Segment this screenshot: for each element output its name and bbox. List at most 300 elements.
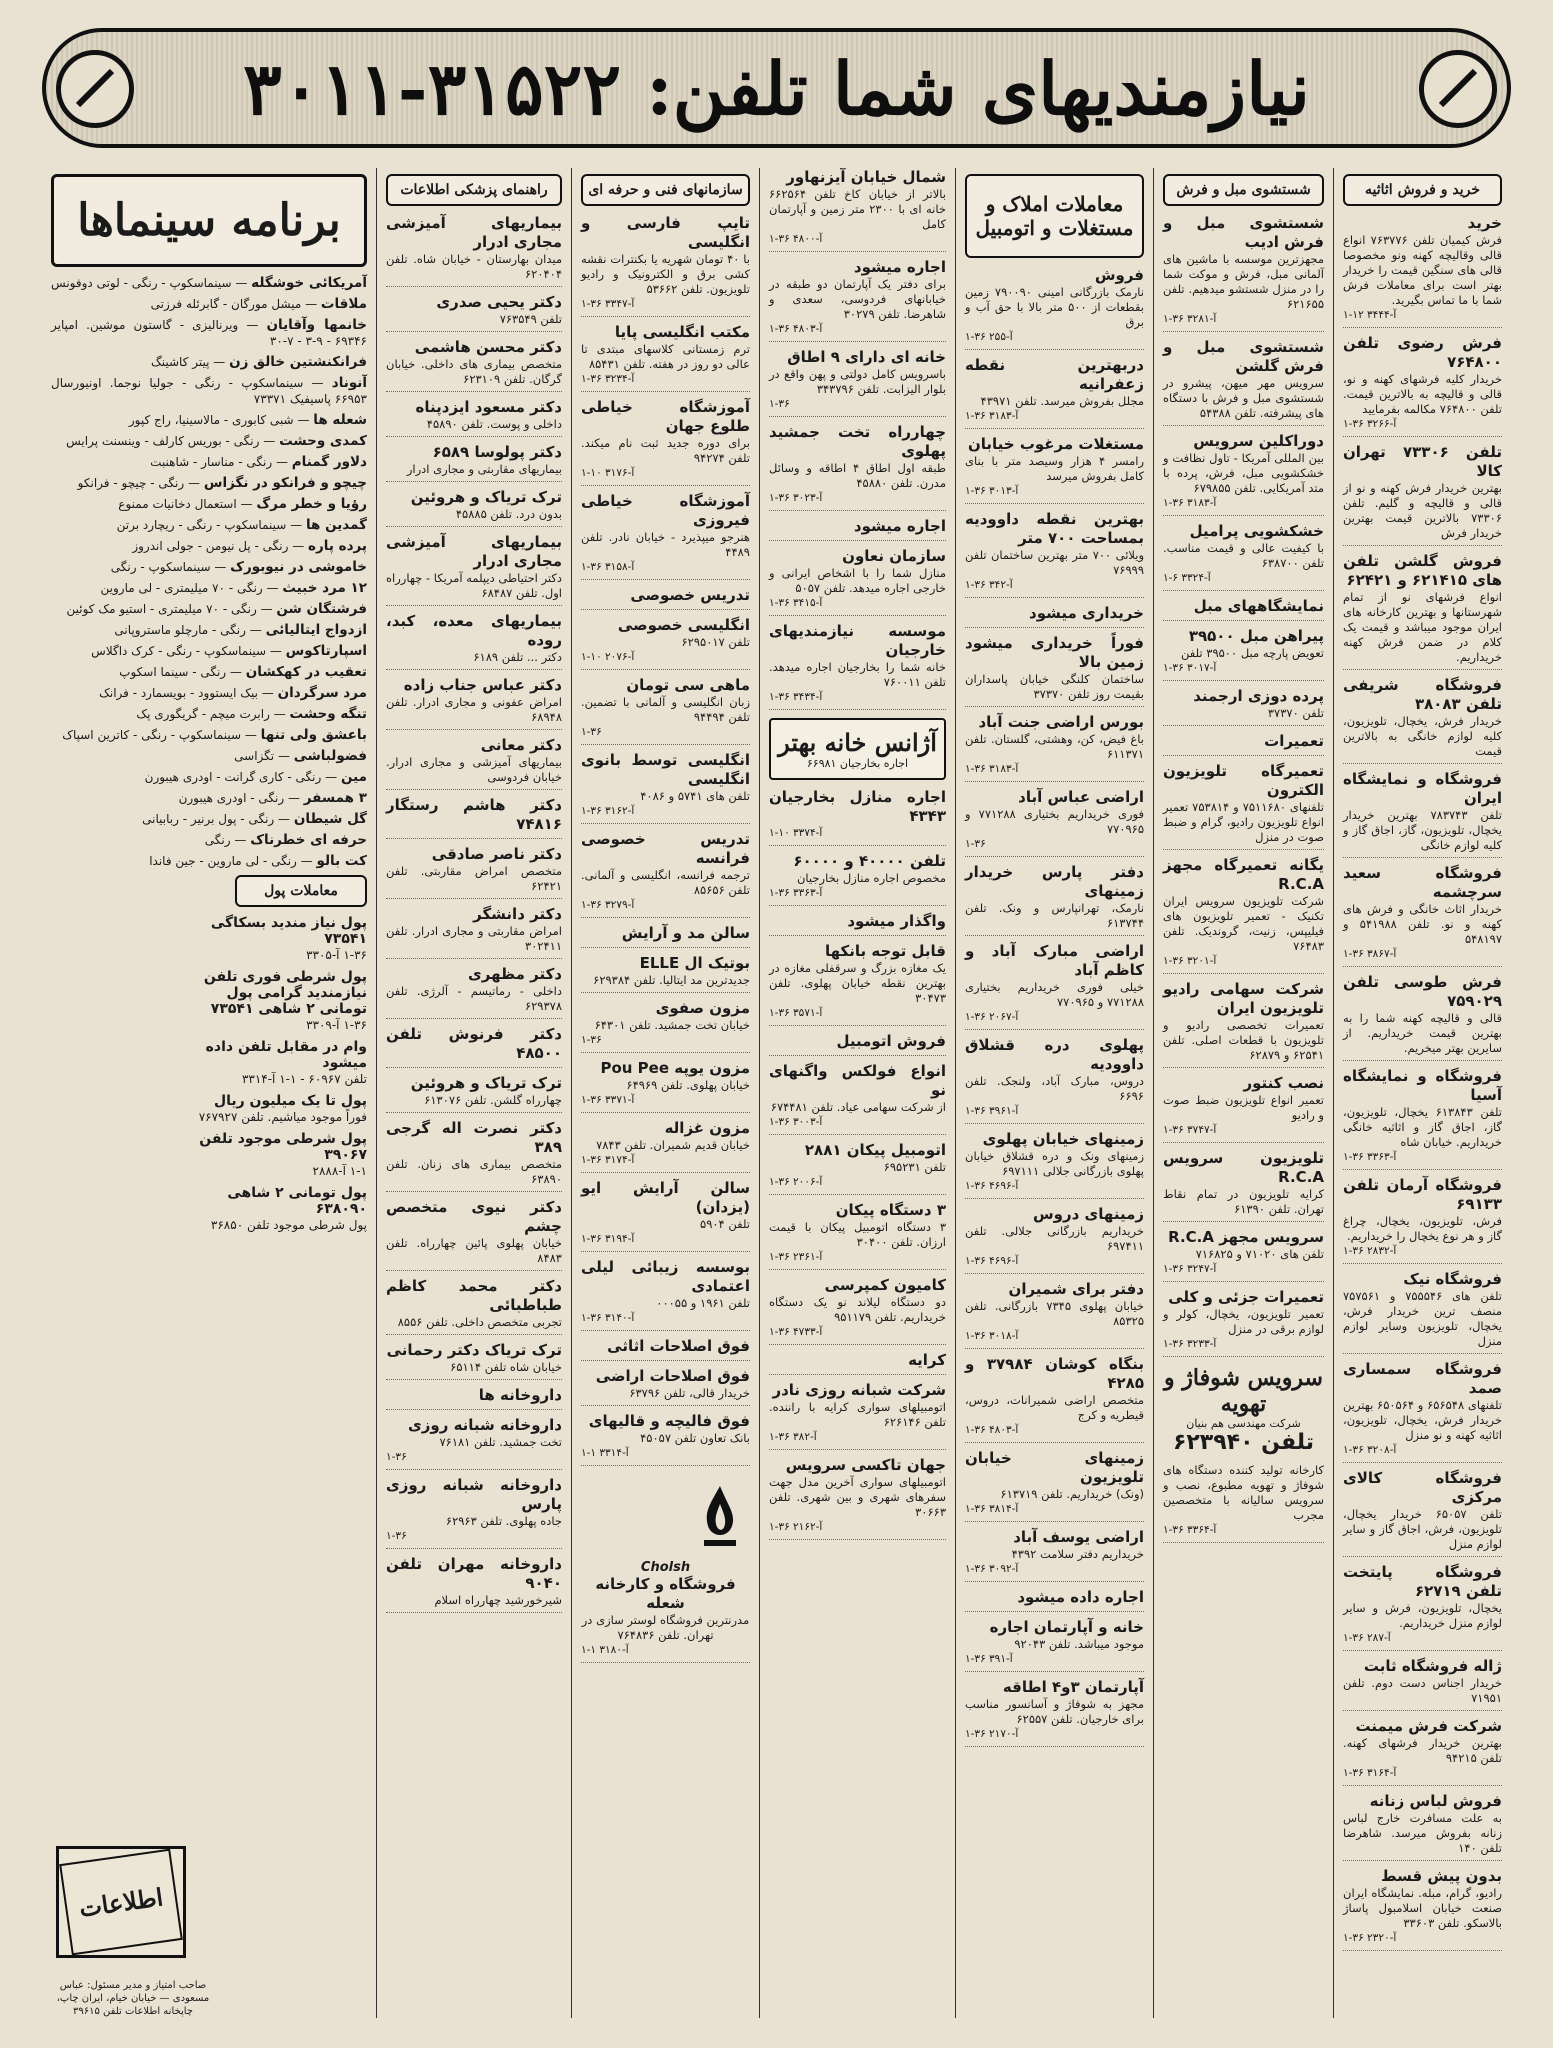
ad-title: شرکت شبانه روزی نادر	[772, 1381, 946, 1399]
ad-item	[1163, 1288, 1324, 1357]
ad-title: زمینهای خیابان تلویزیون	[965, 1449, 1144, 1486]
ad-title: شرکت سهامی رادیو تلویزیون ایران	[1163, 980, 1324, 1017]
ad-item	[769, 1201, 946, 1270]
ad-body: تلفن ۶۹۵۲۳۱	[883, 1160, 946, 1174]
ettelaat-logo	[56, 1846, 186, 1958]
ad-item	[965, 266, 1144, 350]
ad-code: ۱-۳۶ آ-۳۱۶۲	[581, 805, 635, 817]
ad-title: ترک تریاک و هروئین	[410, 1074, 562, 1092]
ad-code: ۱-۳۶ آ-۴۸۰۳	[965, 1424, 1019, 1436]
ad-body: ترجمه فرانسه، انگلیسی و آلمانی. تلفن ۸۵۶۵۶	[581, 868, 750, 897]
ad-item	[1163, 338, 1324, 426]
ad-code: ۱-۳۶ آ-۳۲۸۱	[1163, 313, 1217, 325]
ad-body: دکتر ... تلفن ۶۱۸۹	[473, 650, 562, 664]
ad-body: متخصص امراض مقاربتی. تلفن ۶۲۴۲۱	[386, 864, 562, 893]
film-title: کمدی وحشت	[279, 433, 367, 449]
ad-item	[386, 398, 562, 437]
ad-code: ۱-۶ آ-۳۳۲۴	[1163, 572, 1211, 584]
ad-title: واگذار میشود	[847, 912, 946, 930]
ad-body: خریدار فرش، یخچال، تلویزیون، کلیه لوازم خانگی به بالاترین قیمت	[1343, 714, 1502, 758]
film-details: تگزاسی	[234, 749, 275, 763]
film-details: رنگی - چیچو - فرانکو	[77, 476, 185, 490]
ad-body: تلفن ۶۵۰۵۷ خریدار یخچال، تلویزیون، فرش، اجاق گاز و سایر لوازم منزل	[1343, 1507, 1502, 1551]
cinema-listing: فضولباشی — تگزاسی	[234, 748, 367, 764]
ad-code: ۱-۳۶ آ-۳۲۰۱	[1163, 955, 1217, 967]
ad-title: دفتر پارس خریدار زمینهای	[965, 863, 1144, 900]
ad-item	[769, 547, 946, 616]
ad-title: دکتر معانی	[480, 736, 562, 754]
cinema-listing: تعقیب در کهکشان — رنگی - سینما اسکوپ	[119, 664, 367, 680]
ad-item	[581, 1119, 750, 1173]
ad-item	[965, 510, 1144, 598]
ad-code: ۱-۳۶ آ-۲۱۶۲	[769, 1521, 823, 1533]
ad-body: داخلی - رماتیسم - آلرژی. تلفن ۶۲۹۳۷۸	[386, 984, 562, 1013]
ad-item	[965, 435, 1144, 504]
money-ad-title: پول تا یک میلیون ریال	[213, 1093, 367, 1109]
ad-title: فروشگاه نیک	[1403, 1270, 1502, 1288]
ad-subtitle: شرکت مهندسی هم بنیان	[1186, 1417, 1301, 1430]
ad-item	[1343, 1792, 1502, 1861]
film-title: رؤیا و خطر مرگ	[256, 496, 367, 512]
ad-body: تخت جمشید. تلفن ۷۶۱۸۱	[439, 1435, 562, 1449]
ad-body: دو دستگاه لیلاند نو یک دستگاه خریداریم. تلفن ۹۵۱۱۷۹	[769, 1295, 946, 1324]
ad-body: امراض عفونی و مجاری ادرار. تلفن ۶۸۹۴۸	[386, 695, 562, 724]
banner-title: نیازمندیهای شما تلفن: ۳۱۵۲۲-۳۰۱۱	[243, 45, 1310, 131]
film-details: رنگی	[204, 833, 231, 847]
ad-title: سرویس مجهز R.C.A	[1168, 1228, 1324, 1246]
ad-body: خریدار قالی، تلفن ۶۳۷۹۶	[629, 1386, 750, 1400]
cinema-listing: ۳ همسفر — رنگی - اودری هیبورن	[178, 790, 367, 806]
ad-item	[1163, 522, 1324, 591]
money-ad	[187, 969, 367, 1033]
film-details: سینماسکوپ - رنگی	[110, 560, 211, 574]
ad-title: دوراکلین سرویس	[1193, 432, 1324, 450]
ad-body: تلفن های ۷۱۰۲۰ و ۷۱۶۸۲۵	[1195, 1247, 1324, 1261]
ad-title: فرش طوسی تلفن ۷۵۹۰۲۹	[1343, 973, 1502, 1010]
ad-item	[386, 1277, 562, 1335]
film-details: بیک ایستوود - بویسمارد - فرانک	[99, 686, 258, 700]
ad-item	[581, 1258, 750, 1331]
ad-item	[769, 348, 946, 417]
film-details: شبی کابوری - مالاسینیا، راج کپور	[128, 413, 294, 427]
cinema-listing: کمدی وحشت — رنگی - بوریس کارلف - وینسنت پرایس	[66, 433, 367, 449]
ad-item	[1163, 1149, 1324, 1222]
cinema-listing: ملاقات — میشل مورگان - گابرئله فرزتی	[150, 296, 367, 312]
cinema-listing: چیچو و فرانکو در نگزاس — رنگی - چیچو - فرانکو	[77, 475, 367, 491]
ad-body: خیابان قدیم شمیران. تلفن ۷۸۴۳	[596, 1138, 750, 1152]
column-furniture-sales	[1333, 168, 1511, 2018]
ad-code: ۱-۳۶ آ-۳۱۶۴	[1343, 1767, 1397, 1779]
ad-code: ۱-۳۶ آ-۳۷۴۷	[1163, 1124, 1217, 1136]
ad-code: ۱-۳۶	[386, 1451, 407, 1463]
logo-wordmark: Cholsh	[640, 1560, 691, 1575]
ad-body: رامسر ۴ هزار وسیصد متر با بنای کامل بفروش میرسد	[965, 454, 1144, 483]
ad-item	[1343, 676, 1502, 764]
ad-body: بانک تعاون تلفن ۴۵۰۵۷	[640, 1431, 750, 1445]
ad-item	[1343, 552, 1502, 670]
ad-code: ۱-۳۶ آ-۳۳۶۳	[769, 887, 823, 899]
film-title: شعله ها	[313, 412, 367, 428]
ad-item	[965, 1205, 1144, 1274]
ad-code: ۱-۳۶ آ-۳۰۲۳	[769, 492, 823, 504]
ad-title: چهارراه تخت جمشید پهلوی	[769, 423, 946, 460]
ad-code: ۱-۳۶ آ-۳۱۹۴	[581, 1233, 635, 1245]
film-title: گمدین ها	[305, 517, 367, 533]
ad-body: به علت مسافرت خارج لباس زنانه بفروش میرسد. شاهرضا تلفن ۱۴۰	[1343, 1811, 1502, 1855]
ad-title: شرکت فرش میمنت	[1355, 1717, 1502, 1735]
ad-code: ۱-۳۶ آ-۳۲۶۶	[1343, 418, 1397, 430]
ad-item	[1163, 214, 1324, 332]
ad-item	[769, 788, 946, 846]
ad-item	[581, 492, 750, 580]
ad-item	[1163, 762, 1324, 850]
ad-item	[769, 912, 946, 936]
ad-item	[965, 634, 1144, 707]
ad-item	[769, 1456, 946, 1540]
ad-title: دکتر محمد کاظم طباطبائی	[386, 1277, 562, 1314]
ad-item	[965, 1355, 1144, 1443]
film-title: مرد سرگردان	[277, 685, 367, 701]
ad-code: ۱-۳۶	[386, 1530, 407, 1542]
ad-body: ترم زمستانی کلاسهای مبتدی تا عالی دو روز در هفته. تلفن ۸۵۴۳۱	[581, 342, 750, 371]
ad-body: خیابان پهلوی پائین چهارراه. تلفن ۸۴۸۳	[386, 1236, 562, 1265]
ad-title: خانه و آپارتمان اجاره	[989, 1618, 1144, 1636]
cinema-listing: تنگه وحشت — رابرت میچم - گریگوری پک	[136, 706, 367, 722]
money-ad	[187, 915, 367, 963]
ad-body: فوری خریداریم بختیاری ۷۷۱۲۸۸ و ۷۷۰۹۶۵	[965, 807, 1144, 836]
cinema-listing: آنوناد — سینماسکوپ - رنگی - جولیا نوجما. اونیورسال ۶۶۹۵۳ پاسیفیک ۷۳۳۷۱	[51, 375, 367, 406]
ad-item	[581, 999, 750, 1053]
ad-code: ۱-۳۶ آ-۳۹۶۱	[965, 1105, 1019, 1117]
film-details: سینماسکوپ - رنگی - لوتی دوفونس	[51, 276, 232, 290]
ad-title: فروشگاه شریفی تلفن ۳۸۰۸۳	[1343, 676, 1502, 713]
ad-code: ۱-۳۶ آ-۳۰۰۳	[769, 1116, 823, 1128]
film-details: رنگی - بوریس کارلف - وینسنت پرایس	[66, 434, 260, 448]
ad-item	[965, 788, 1144, 857]
ad-item	[769, 852, 946, 906]
ad-item	[769, 942, 946, 1026]
money-ad-body: فوراً موجود میاشیم. تلفن ۷۶۷۹۲۷	[198, 1110, 367, 1124]
ad-title: جهان تاکسی سرویس	[785, 1456, 946, 1474]
ad-body: طبقه اول اطاق ۴ اطاقه و وسائل مدرن. تلفن ۴۵۸۸۰	[769, 461, 946, 490]
ad-code: ۱-۳۶ آ-۴۶۹۶	[965, 1180, 1019, 1192]
ad-code: ۱-۳۶ آ-۲۳۶۱	[769, 1251, 823, 1263]
ad-body: تلفن ۶۲۹۵۰۱۷	[681, 635, 750, 649]
ad-item	[1343, 1176, 1502, 1264]
ad-title: مزون صفوی	[655, 999, 750, 1017]
ad-code: ۱-۳۶ آ-۲۱۷۰	[965, 1728, 1019, 1740]
ad-title: اراضی یوسف آباد	[1013, 1528, 1144, 1546]
ad-body: انواع فرشهای نو از تمام شهرستانها و بهترین کارخانه های ایران موجود میباشد و قیمت یک کلام در ضمن فرش کهنه خریداریم.	[1343, 590, 1502, 664]
ad-title: دفتر برای شمیران	[1008, 1280, 1144, 1298]
ad-title: دکتر مسعود ایزدپناه	[415, 398, 562, 416]
ad-item	[965, 1588, 1144, 1612]
film-details: رنگی - ۷۰ میلیمتری - استیو مک کوئین	[66, 602, 257, 616]
ad-body: با کیفیت عالی و قیمت مناسب. تلفن ۶۳۸۷۰۰	[1163, 541, 1324, 570]
ad-title: شستشوی مبل و فرش گلشن	[1163, 338, 1324, 375]
money-ad-body: ۱-۱ آ-۲۸۸۸	[312, 1164, 367, 1178]
ad-title: سازمان نعاون	[842, 547, 946, 565]
cinema-listing: حرفه ای خطرناک — رنگی	[204, 832, 367, 848]
film-details: سینماسکوپ - رنگی - کرک داگلاس	[91, 644, 267, 658]
film-details: استعمال دخانیات ممنوع	[118, 497, 237, 511]
ad-body: زمینهای ونک و دره قشلاق خیابان پهلوی بازرگانی جلالی ۶۹۷۱۱۱	[965, 1149, 1144, 1178]
ad-code: ۱-۱۰ آ-۳۳۷۴	[769, 827, 823, 839]
ad-body: خریدار اجناس دست دوم. تلفن ۷۱۹۵۱	[1343, 1676, 1502, 1705]
ad-item	[386, 1025, 562, 1068]
ad-title: انگلیسی خصوصی	[617, 616, 750, 634]
ad-title: پرده دوزی ارجمند	[1193, 687, 1324, 705]
money-list	[187, 915, 367, 1233]
cinema-listing: فرشتگان شن — رنگی - ۷۰ میلیمتری - استیو مک کوئین	[66, 601, 367, 617]
ad-title: آموزشگاه خیاطی فیروزی	[581, 492, 750, 529]
ad-body: اتومبیلهای سواری کرایه با راننده. تلفن ۶۲۶۱۴۶	[769, 1400, 946, 1429]
ad-item	[386, 1198, 562, 1271]
ad-title: خرید	[1467, 214, 1502, 232]
ad-body: تلفنهای ۶۵۶۵۴۸ و ۶۵۰۵۶۴ بهترین خریدار فرش، یخچال، تلویزیون، اثاثیه کهنه و نو منزل	[1343, 1398, 1502, 1442]
logo-wordmark: اطلاعات	[59, 1849, 183, 1956]
ad-title: یگانه تعمیرگاه مجهز R.C.A	[1163, 856, 1324, 893]
ad-code: ۱-۳۶ آ-۴۸۰۰	[769, 233, 823, 245]
ad-title: فروشگاه و نمایشگاه آسیا	[1343, 1067, 1502, 1104]
column-education-fashion	[571, 168, 759, 2018]
ad-title: دکتر فرنوش تلفن ۴۸۵۰۰	[386, 1025, 562, 1062]
ad-item	[386, 1386, 562, 1410]
ad-item	[769, 423, 946, 511]
ad-title: بوتیک ال ELLE	[639, 954, 750, 972]
ad-item	[1163, 980, 1324, 1068]
cinema-listing: دلاور گمنام — رنگی - مناسار - شاهنبت	[150, 454, 367, 470]
ad-body: متخصص اراضی شمیرانات، دروس، قیطریه و کرج	[965, 1393, 1144, 1422]
ad-item	[581, 398, 750, 486]
cinema-listing: مرد سرگردان — بیک ایستوود - بویسمارد - فرانک	[99, 685, 367, 701]
ad-item	[386, 214, 562, 287]
ad-item	[386, 736, 562, 790]
ad-code: ۱-۳۶ آ-۳۵۷۱	[769, 1007, 823, 1019]
ad-body: تلفن های ۵۷۴۱ و ۴۰۸۶	[640, 789, 750, 803]
ad-code: ۱-۳۶ آ-۳۹۱	[965, 1653, 1013, 1665]
ad-item	[581, 676, 750, 745]
ad-code: ۱-۳۶ آ-۳۴۱۵	[769, 597, 823, 609]
ad-item	[1343, 1717, 1502, 1786]
ad-code: ۱-۳۶ آ-۳۰۹۲	[965, 1563, 1019, 1575]
column-real-estate	[955, 168, 1153, 2018]
ad-body: تعمیرات تخصصی رادیو و تلویزیون با قطعات اصلی. تلفن ۶۲۵۴۱ و ۶۲۸۷۹	[1163, 1018, 1324, 1062]
film-details: رنگی - سینما اسکوپ	[119, 665, 227, 679]
film-title: فرانکنشتین خالق زن	[229, 354, 367, 370]
ad-body: تلفن های ۷۵۵۵۴۶ و ۷۵۷۵۶۱ منصف ترین خریدار فرش، یخچال، تلویزیون وسایر لوازم منزل	[1343, 1289, 1502, 1348]
ad-title: دکتر مظهری	[468, 965, 562, 983]
film-title: باعشق ولی تنها	[260, 727, 367, 743]
cinema-listing: رؤیا و خطر مرگ — استعمال دخانیات ممنوع	[118, 496, 367, 512]
film-title: آنوناد	[331, 375, 367, 391]
film-title: فضولباشی	[293, 748, 367, 764]
ad-body: متخصص بیماری های داخلی. خیابان گرگان. تلفن ۶۲۳۱۰۹	[386, 357, 562, 386]
ad-title: پیراهن مبل ۳۹۵۰۰	[1188, 627, 1324, 645]
ad-list	[1343, 214, 1502, 1951]
ad-body: (ونک) خریداریم. تلفن ۶۱۳۷۱۹	[1000, 1487, 1144, 1501]
cinema-listing: کت بالو — رنگی - لی ماروین - جین فاندا	[149, 853, 367, 869]
ad-title: انواع فولکس واگنهای نو	[769, 1062, 946, 1099]
ad-title: بورس اراضی جنت آباد	[978, 713, 1144, 731]
ad-body: تلفن ۵۹۰۴	[700, 1217, 750, 1231]
ad-item	[1343, 864, 1502, 967]
ad-item	[386, 533, 562, 606]
ad-code: ۱-۳۶ آ-۳۲۰۸	[1343, 1444, 1397, 1456]
no-symbol-icon	[1419, 50, 1497, 128]
ad-body: شرکت تلویزیون سرویس ایران تکنیک - تعمیر تلویزیون های فیلیپس، زنیت، گروندیک. تلفن ۷۶۴۸۳	[1163, 894, 1324, 953]
ad-code: ۱-۳۶ آ-۳۲۳۴	[581, 373, 635, 385]
ad-body: تعویض پارچه مبل ۳۹۵۰۰ تلفن	[1181, 646, 1324, 660]
ad-body: باغ فیض، کن، وهشتی، گلستان. تلفن ۶۱۱۳۷۱	[965, 732, 1144, 761]
ad-item	[1343, 1867, 1502, 1951]
ad-body: رادیو، گرام، مبله. نمایشگاه ایران صنعت خیابان اسلامبول پاساژ بالاسکو. تلفن ۳۳۶۰۳	[1343, 1886, 1502, 1930]
ad-title: اجاره منازل بخارجیان ۴۳۴۳	[769, 788, 946, 825]
ad-code: ۱-۳۶ آ-۳۳۷۱	[581, 1094, 635, 1106]
flame-logo-icon	[690, 1482, 750, 1552]
film-title: ۳ همسفر	[303, 790, 367, 806]
ad-item	[1343, 1270, 1502, 1354]
cinema-listing: ازدواج ایتالیائی — رنگی - مارچلو ماستروپانی	[114, 622, 367, 638]
ad-body: بیماریهای آمیزشی و مجاری ادرار. خیابان فردوسی	[386, 755, 562, 784]
ad-title: فوراً خریداری میشود زمین بالا	[965, 634, 1144, 671]
ad-body: فرش کیمیان تلفن ۷۶۳۷۷۶ انواع قالی وقالیچه کهنه ونو مخصوصا قالی های سنگین قیمت را خریدار بهتر است برای معاملات فرش شما با ما تماس بگیرید.	[1343, 233, 1502, 307]
ad-body: میدان بهارستان - خیابان شاه. تلفن ۶۲۰۴۰۴	[386, 252, 562, 281]
ad-title: انگلیسی توسط بانوی انگلیسی	[581, 751, 750, 788]
ad-title: سرویس شوفاژ و تهویه	[1164, 1365, 1323, 1417]
ad-title: اراضی عباس آباد	[1018, 788, 1144, 806]
money-ad-body: ۱-۳۶ آ-۳۳۰۵	[306, 948, 367, 962]
ad-item	[965, 1678, 1144, 1747]
money-ad-title: پول نیاز مندید بسکاگی ۷۳۵۴۱	[210, 915, 367, 947]
film-details: سینماسکوپ - رنگی - کاترین اسپاک	[62, 728, 241, 742]
ad-title: فوق فالیچه و قالیهای	[588, 1412, 750, 1430]
ad-item	[769, 1062, 946, 1135]
film-title: ۱۲ مرد خبیث	[282, 580, 367, 596]
ad-body: بیماریهای مقاربتی و مجاری ادرار	[406, 462, 562, 476]
ad-title: تدریس خصوصی	[630, 586, 750, 604]
ad-title: آپارتمان ۳و۴ اطاقه	[1002, 1678, 1144, 1696]
ad-item	[581, 1337, 750, 1361]
ad-item	[1343, 1469, 1502, 1557]
ad-body: سرویس مهر میهن، پیشرو در شستشوی مبل و فرش با دستگاه های پیشرفته. تلفن ۵۴۳۸۸	[1163, 376, 1324, 420]
ad-body: تعمیر تلویزیون، یخچال، کولر و لوازم برقی در منزل	[1163, 1307, 1324, 1336]
ad-body: کرایه تلویزیون در تمام نقاط تهران. تلفن ۶۱۳۹۰	[1163, 1187, 1324, 1216]
section-header: خرید و فروش اثاثیه	[1343, 174, 1502, 206]
ad-item	[1163, 1463, 1324, 1543]
ad-title: ماهی سی تومان	[626, 676, 750, 694]
no-symbol-icon	[56, 50, 134, 128]
cinema-listing: خاموشی در نیوبورک — سینماسکوپ - رنگی	[110, 559, 367, 575]
ad-item	[769, 1276, 946, 1345]
ad-item	[581, 924, 750, 948]
ad-body: تلفن ۷۶۳۵۴۹	[499, 312, 562, 326]
film-title: تنگه وحشت	[289, 706, 367, 722]
cinema-listing: مین — رنگی - کاری گرانت - اودری هیبورن	[144, 769, 367, 785]
ad-body: بدون درد. تلفن ۴۵۸۸۵	[455, 507, 562, 521]
ad-item	[1163, 1228, 1324, 1282]
ad-title: ژاله فروشگاه ثابت	[1363, 1657, 1502, 1675]
ad-body: بهترین خریدار فرش کهنه و نو از قالی و قالیچه و گلیم. تلفن ۷۳۳۰۶ بالاترین قیمت بهترین خریدار فرش	[1343, 481, 1502, 540]
ad-body: خیابان پهلوی. تلفن ۶۴۹۶۹	[626, 1078, 750, 1092]
ad-item	[386, 1341, 562, 1380]
film-details: سینماسکوپ - رنگی - ریچارد برتن	[116, 518, 287, 532]
ad-body: کارخانه تولید کننده دستگاه های شوفاژ و تهویه مطبوع، نصب و سرویس سالیانه با متخصصین مجرب	[1163, 1463, 1324, 1522]
ad-body: جاده پهلوی. تلفن ۶۲۹۶۳	[445, 1514, 562, 1528]
ad-item	[386, 676, 562, 730]
ad-title: دکتر محسن هاشمی	[414, 338, 562, 356]
ad-title: تعمیرات جزئی و کلی	[1168, 1288, 1324, 1306]
ad-title: بدون پیش قسط	[1381, 1867, 1502, 1885]
ad-item	[386, 796, 562, 839]
ad-code: ۱-۱۰ آ-۲۰۷۶	[581, 651, 635, 663]
ad-title: تدریس خصوصی فرانسه	[581, 830, 750, 867]
ad-body: باسرویس کامل دولتی و پهن واقع در بلوار الیزابت. تلفن ۳۴۳۷۹۶	[769, 367, 946, 396]
ad-code: ۱-۳۶ آ-۴۸۰۳	[769, 323, 823, 335]
ad-title: اجاره میشود	[853, 517, 946, 535]
ad-title: فروش لباس زنانه	[1369, 1792, 1502, 1810]
ad-item	[386, 1555, 562, 1613]
ad-body: ساختمان کلنگی خیابان پاسداران بقیمت روز تلفن ۳۷۳۷۰	[965, 672, 1144, 701]
ad-body: از شرکت سهامی عیاد. تلفن ۶۷۴۴۸۱	[770, 1100, 946, 1114]
ad-item	[581, 586, 750, 610]
ad-title: نصب کنتور	[1243, 1074, 1324, 1092]
ad-code: ۱-۳۶ آ-۳۴۲	[965, 579, 1013, 591]
ad-body: اتومبیلهای سواری آخرین مدل جهت سفرهای شهری و بین شهری. تلفن ۳۰۶۶۳	[769, 1475, 946, 1519]
ad-item	[1163, 432, 1324, 516]
column-cinema-money	[42, 168, 376, 2018]
ad-item	[1163, 732, 1324, 756]
ad-body: موجود میباشد. تلفن ۹۲۰۴۳	[1014, 1637, 1144, 1651]
ad-title: اجاره داده میشود	[1017, 1588, 1144, 1606]
ad-item	[581, 323, 750, 392]
ad-item	[769, 1351, 946, 1375]
ad-phone: تلفن ۶۲۳۹۴۰	[1172, 1430, 1315, 1455]
ad-body: ۳ دستگاه اتومبیل پیکان با قیمت ارزان. تلفن ۳۰۴۰۰	[769, 1220, 946, 1249]
ad-title: شمال خیابان آیزنهاور	[786, 168, 946, 186]
ad-code: ۱-۳۶ آ-۳۳۴۷	[581, 298, 635, 310]
ad-title: تلفن ۷۳۳۰۶ تهران کالا	[1343, 443, 1502, 480]
ad-body: بین المللی آمریکا - تاول نظافت و خشکشویی مبل، فرش، پرده با متد آمریکایی. تلفن ۶۷۹۸۵۵	[1163, 451, 1324, 495]
ad-code: ۱-۳۶ آ-۳۰۱۸	[965, 1330, 1019, 1342]
ad-item	[965, 1280, 1144, 1349]
money-ad	[187, 1185, 367, 1233]
ad-item	[1343, 1067, 1502, 1170]
ad-title: خانه ای دارای ۹ اطاق	[787, 348, 946, 366]
film-title: کت بالو	[316, 853, 367, 869]
ad-body: یخچال، تلویزیون، فرش و سایر لوازم منزل خریداریم.	[1343, 1601, 1502, 1630]
ad-item	[965, 1528, 1144, 1582]
ad-code: ۱-۳۶ آ-۳۳۶۳	[1343, 1151, 1397, 1163]
ad-code: ۱-۳۶ آ-۳۱۵۸	[581, 561, 635, 573]
ad-title: بیماریهای معده، کبد، روده	[386, 612, 562, 649]
ad-list	[386, 214, 562, 1613]
ad-title: فروشگاه و کارخانه شعله	[595, 1575, 736, 1612]
callout-subtitle: اجاره بخارجیان ۶۶۹۸۱	[806, 757, 909, 770]
film-details: رنگی - ۷۰ میلیمتری - لی ماروین	[100, 581, 263, 595]
ad-list	[965, 266, 1144, 1747]
column-rentals-cars	[759, 168, 955, 2018]
ad-body: نارمک بازرگانی امینی ۷۹۰۰۹۰ زمین بقطعات از ۵۰۰ متر بالا با حق آب و برق	[965, 285, 1145, 329]
ad-item	[769, 168, 946, 252]
ad-title: فروشگاه سعید سرچشمه	[1343, 864, 1502, 901]
ad-body: بهترین خریدار فرشهای کهنه. تلفن ۹۴۲۱۵	[1343, 1736, 1502, 1765]
ad-title: فوق اصلاحات اراضی	[595, 1367, 750, 1385]
cinema-listing: شعله ها — شبی کابوری - مالاسینیا، راج کپور	[128, 412, 367, 428]
ad-item	[1163, 856, 1324, 974]
ad-body: تلفن ۷۸۳۷۴۳ بهترین خریدار یخچال، تلویزیون، گاز، اجاق گاز و کلیه لوازم خانگی	[1343, 808, 1502, 852]
ad-code: ۱-۳۶ آ-۳۱۸۳	[965, 763, 1019, 775]
